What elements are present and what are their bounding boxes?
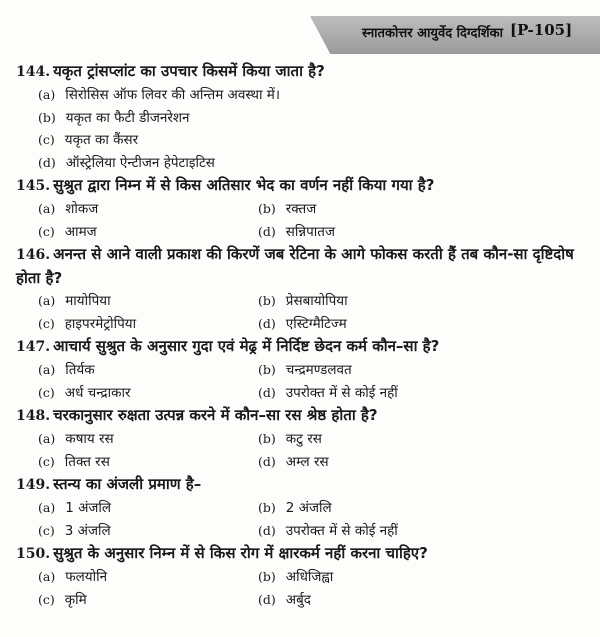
option-a: (a) शोकज <box>38 201 99 217</box>
option-c: (c) आमज <box>38 223 97 240</box>
option-a: (a) तिर्यक <box>38 362 95 378</box>
question-text: सुश्रुत द्वारा निम्न में से किस अतिसार भेद का वर्णन नहीं किया गया है? <box>53 176 435 194</box>
option-a: (a) मायोपिया <box>38 293 111 309</box>
question-text: यकृत ट्रांसप्लांट का उपचार किसमें किया जाता है? <box>53 62 325 80</box>
option-b: (b) यकृत का फैटी डीजनरेशन <box>38 109 190 126</box>
option-b: (b) प्रेसबायोपिया <box>258 293 348 309</box>
question-149 <box>0 473 600 542</box>
option-b: (b) रक्तज <box>258 201 317 217</box>
option-c: (c) यकृत का कैंसर <box>38 132 139 148</box>
question-text: चरकानुसार रुक्षता उत्पन्न करने में कौन–सा रस श्रेष्ठ होता है? <box>53 406 378 424</box>
option-b: (b) 2 अंजलि <box>258 500 332 516</box>
options-list <box>0 84 600 174</box>
question-147 <box>0 335 600 404</box>
option-d: (d) अम्ल रस <box>258 453 329 470</box>
question-number: 150. <box>16 546 51 562</box>
option-a: (a) कषाय रस <box>38 431 114 447</box>
option-a: (a) फलयोनि <box>38 569 108 585</box>
question-150 <box>0 542 600 611</box>
question-number: 148. <box>16 408 51 424</box>
option-a: (a) सिरोसिस ऑफ लिवर की अन्तिम अवस्था में। <box>38 87 280 103</box>
option-b: (b) चन्द्रमण्डलवत <box>258 362 352 378</box>
option-c: (c) 3 अंजलि <box>38 522 111 539</box>
options-list <box>0 497 600 542</box>
question-text: अनन्त से आने वाली प्रकाश की किरणें जब रेटिना के आगे फोकस करती हैं तब कौन-सा दृष्टिदोष होता है? <box>16 245 574 287</box>
question-text: सुश्रुत के अनुसार निम्न में से किस रोग में क्षारकर्म नहीं करना चाहिए? <box>53 544 428 562</box>
option-c: (c) हाइपरमेट्रोपिया <box>38 315 137 332</box>
question-146 <box>0 243 600 335</box>
options-list <box>0 290 600 335</box>
question-number: 149. <box>16 477 51 493</box>
page-number: [P-105] <box>510 21 573 39</box>
question-number: 146. <box>16 247 51 263</box>
option-c: (c) अर्ध चन्द्राकार <box>38 384 131 401</box>
option-d: (d) एस्टिग्मैटिज्म <box>258 315 347 332</box>
option-b: (b) अधिजिह्वा <box>258 569 334 585</box>
options-list <box>0 359 600 404</box>
question-text: आचार्य सुश्रुत के अनुसार गुदा एवं मेढ्र में निर्दिष्ट छेदन कर्म कौन–सा है? <box>53 337 440 355</box>
options-list <box>0 566 600 611</box>
option-d: (d) सन्निपातज <box>258 223 335 240</box>
options-list <box>0 198 600 243</box>
book-title: स्नातकोत्तर आयुर्वेद दिग्दर्शिका <box>362 26 504 41</box>
option-d: (d) उपरोक्त में से कोई नहीं <box>258 384 398 401</box>
option-c: (c) तिक्त रस <box>38 453 110 470</box>
question-number: 145. <box>16 178 51 194</box>
question-list <box>0 60 600 611</box>
question-number: 147. <box>16 339 51 355</box>
question-number: 144. <box>16 64 51 80</box>
question-text: स्तन्य का अंजली प्रमाण है– <box>53 475 202 493</box>
option-a: (a) 1 अंजलि <box>38 500 112 516</box>
question-145 <box>0 174 600 243</box>
options-list <box>0 428 600 473</box>
question-144 <box>0 60 600 174</box>
option-c: (c) कृमि <box>38 591 87 608</box>
option-b: (b) कटु रस <box>258 431 322 447</box>
option-d: (d) अर्बुद <box>258 591 311 608</box>
option-d: (d) उपरोक्त में से कोई नहीं <box>258 522 398 539</box>
question-148 <box>0 404 600 473</box>
option-d: (d) ऑस्ट्रेलिया ऐन्टीजन हेपेटाइटिस <box>38 154 215 171</box>
